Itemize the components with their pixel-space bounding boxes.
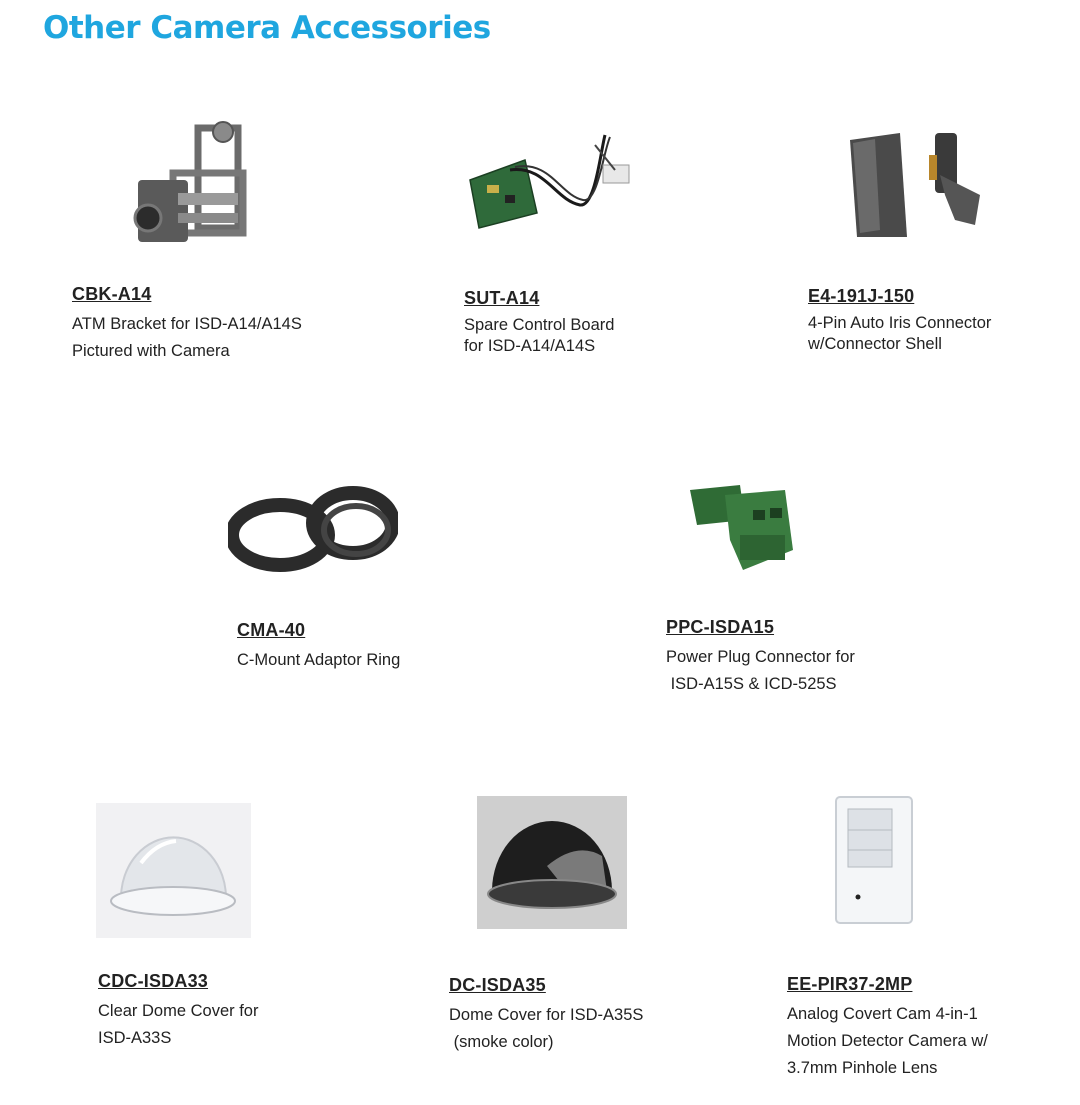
product-description-line-2: Pictured with Camera	[72, 342, 230, 360]
control-board-image	[465, 125, 635, 230]
product-model: CMA-40	[237, 620, 306, 640]
product-description-line-2: ISD-A15S & ICD-525S	[666, 675, 837, 693]
product-description-line-1: Clear Dome Cover for	[98, 1002, 259, 1020]
product-e4-191j-150	[808, 286, 991, 355]
pir-camera-image	[834, 795, 914, 925]
atm-bracket-image	[128, 118, 258, 258]
adaptor-ring-image	[228, 485, 398, 575]
product-ee-pir37-2mp	[787, 974, 988, 1082]
product-ppc-isda15	[666, 617, 855, 698]
page-title: Other Camera Accessories	[43, 10, 491, 46]
product-dc-isda35	[449, 975, 643, 1056]
product-description-line-2: (smoke color)	[449, 1033, 554, 1051]
product-description-line-2: Motion Detector Camera w/	[787, 1032, 988, 1050]
product-description-line-3: 3.7mm Pinhole Lens	[787, 1059, 938, 1077]
product-model: EE-PIR37-2MP	[787, 974, 913, 994]
product-description-line-2: w/Connector Shell	[808, 335, 942, 353]
product-description-line-1: 4-Pin Auto Iris Connector	[808, 314, 992, 332]
product-cma-40	[237, 620, 400, 674]
product-description-line-1: ATM Bracket for ISD-A14/A14S	[72, 315, 302, 333]
product-cdc-isda33	[98, 971, 258, 1052]
product-description-line-2: ISD-A33S	[98, 1029, 172, 1047]
product-description-line-1: Spare Control Board	[464, 316, 615, 334]
product-model: PPC-ISDA15	[666, 617, 775, 637]
product-model: SUT-A14	[464, 288, 540, 308]
power-plug-image	[685, 480, 800, 580]
product-sut-a14	[464, 288, 614, 357]
product-model: E4-191J-150	[808, 286, 915, 306]
iris-connector-image	[845, 125, 990, 240]
smoke-dome-image	[477, 796, 627, 929]
product-model: DC-ISDA35	[449, 975, 546, 995]
product-model: CBK-A14	[72, 284, 152, 304]
product-description-line-1: Analog Covert Cam 4-in-1	[787, 1005, 978, 1023]
product-description-line-1: C-Mount Adaptor Ring	[237, 651, 401, 669]
product-description-line-1: Power Plug Connector for	[666, 648, 855, 666]
product-description-line-1: Dome Cover for ISD-A35S	[449, 1006, 644, 1024]
product-model: CDC-ISDA33	[98, 971, 209, 991]
clear-dome-image	[96, 803, 251, 938]
product-description-line-2: for ISD-A14/A14S	[464, 337, 596, 355]
product-cbk-a14	[72, 284, 302, 365]
